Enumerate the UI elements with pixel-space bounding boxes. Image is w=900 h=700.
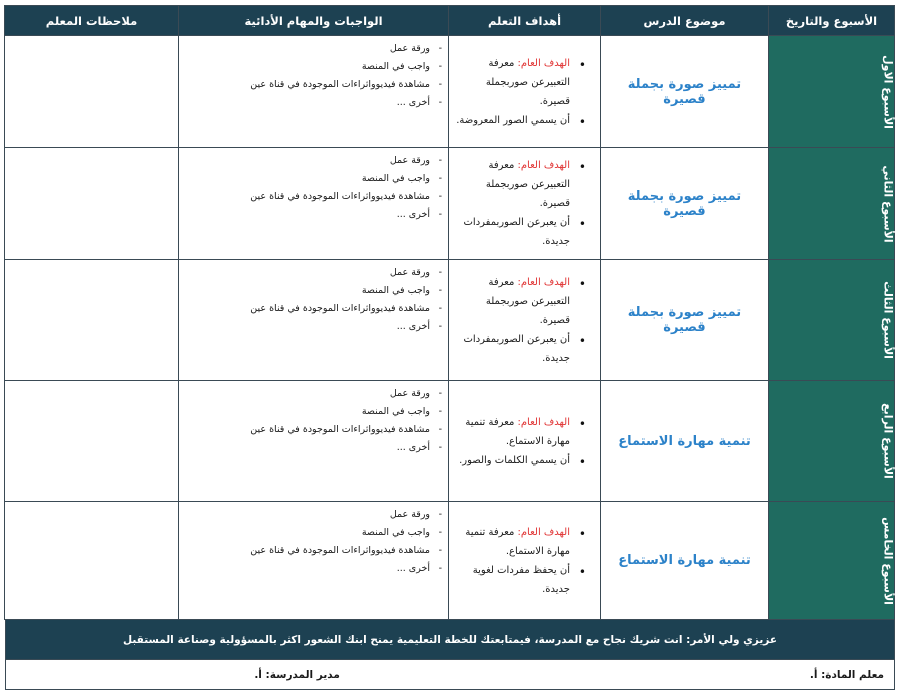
week-row [5, 381, 895, 502]
homework-tasks-cell [179, 36, 449, 148]
homework-tasks-cell [179, 260, 449, 381]
learning-goals-cell [449, 148, 601, 260]
week-label: الأسبوع الرابع [881, 403, 895, 479]
task-item: - ورقة عمل [183, 152, 442, 170]
school-principal-label: مدير المدرسة: أ. [254, 668, 340, 681]
lesson-topic: تنمية مهارة الاستماع [601, 381, 769, 502]
goal-text: أن يسمي الكلمات والصور. [459, 454, 570, 466]
task-item: - مشاهدة فيديوواثراءات الموجودة في قناة عين [183, 421, 442, 439]
homework-tasks-cell [179, 502, 449, 620]
goal-item [453, 156, 586, 213]
task-item: - واجب في المنصة [183, 170, 442, 188]
task-item: - أخرى ... [183, 439, 442, 457]
goal-item [453, 273, 586, 330]
week-label: الأسبوع الاول [881, 54, 895, 129]
homework-tasks-cell [179, 381, 449, 502]
lesson-topic: تمييز صورة بجملة قصيرة [601, 36, 769, 148]
header-learning-goals: أهداف التعلم [449, 6, 601, 36]
week-row [5, 502, 895, 620]
week-cell [769, 502, 895, 620]
week-cell [769, 148, 895, 260]
goal-item [453, 54, 586, 111]
task-item: - أخرى ... [183, 206, 442, 224]
week-label: الأسبوع الثاني [881, 164, 895, 243]
goal-item [453, 561, 586, 599]
learning-goals-cell [449, 381, 601, 502]
goal-item [453, 330, 586, 368]
goal-text: معرفة تنمية مهارة الاستماع. [465, 526, 570, 557]
week-row [5, 36, 895, 148]
teacher-notes-cell[interactable] [5, 502, 179, 620]
week-cell [769, 260, 895, 381]
goal-item [453, 523, 586, 561]
goal-key-label: الهدف العام: [517, 526, 570, 538]
task-item: - واجب في المنصة [183, 524, 442, 542]
learning-goals-cell [449, 36, 601, 148]
lesson-topic: تمييز صورة بجملة قصيرة [601, 260, 769, 381]
week-label: الأسبوع الثالث [881, 281, 895, 359]
parent-message-banner: عزيزي ولي الأمر: انت شريك نجاح مع المدرسة، فيمتابعتك للخطة التعليمية يمنح ابنك الشعور اكثر بالمسؤولية وصناعة المستقبل [5, 620, 895, 660]
teacher-notes-cell[interactable] [5, 381, 179, 502]
week-row [5, 148, 895, 260]
week-row [5, 260, 895, 381]
task-item: - ورقة عمل [183, 506, 442, 524]
task-item: - مشاهدة فيديوواثراءات الموجودة في قناة عين [183, 542, 442, 560]
task-item: - أخرى ... [183, 318, 442, 336]
header-teacher-notes: ملاحظات المعلم [5, 6, 179, 36]
task-item: - مشاهدة فيديوواثراءات الموجودة في قناة عين [183, 188, 442, 206]
goal-text: معرفة تنمية مهارة الاستماع. [465, 416, 570, 447]
teacher-notes-cell[interactable] [5, 260, 179, 381]
goal-text: معرفة التعبيرعن صوربجملة قصيرة. [485, 57, 570, 107]
homework-tasks-cell [179, 148, 449, 260]
task-item: - مشاهدة فيديوواثراءات الموجودة في قناة عين [183, 76, 442, 94]
learning-goals-cell [449, 260, 601, 381]
header-week-date: الأسبوع والتاريخ [769, 6, 895, 36]
learning-goals-cell [449, 502, 601, 620]
teacher-notes-cell[interactable] [5, 148, 179, 260]
weekly-plan-table [4, 5, 895, 620]
goal-text: أن يعبرعن الصوربمفردات جديدة. [463, 217, 570, 247]
task-item: - مشاهدة فيديوواثراءات الموجودة في قناة عين [183, 300, 442, 318]
task-item: - أخرى ... [183, 560, 442, 578]
goal-text: معرفة التعبيرعن صوربجملة قصيرة. [485, 160, 570, 209]
task-item: - ورقة عمل [183, 385, 442, 403]
week-cell [769, 36, 895, 148]
week-label: الأسبوع الخامس [881, 516, 895, 605]
task-item: - أخرى ... [183, 94, 442, 112]
goal-text: أن يحفظ مفردات لغوية جديدة. [472, 564, 570, 595]
subject-teacher-label: معلم المادة: أ. [809, 668, 884, 681]
goal-key-label: الهدف العام: [517, 276, 570, 288]
goal-key-label: الهدف العام: [517, 160, 570, 171]
task-item: - واجب في المنصة [183, 403, 442, 421]
header-homework-tasks: الواجبات والمهام الأدائية [179, 6, 449, 36]
signature-row [5, 660, 895, 690]
task-item: - ورقة عمل [183, 40, 442, 58]
task-item: - ورقة عمل [183, 264, 442, 282]
goal-item [453, 451, 586, 470]
header-row [5, 6, 895, 36]
lesson-topic: تمييز صورة بجملة قصيرة [601, 148, 769, 260]
goal-item [453, 111, 586, 130]
lesson-topic: تنمية مهارة الاستماع [601, 502, 769, 620]
teacher-notes-cell[interactable] [5, 36, 179, 148]
goal-text: أن يعبرعن الصوربمفردات جديدة. [463, 333, 570, 364]
task-item: - واجب في المنصة [183, 282, 442, 300]
goal-text: أن يسمي الصور المعروضة. [456, 114, 570, 126]
header-lesson-topic: موضوع الدرس [601, 6, 769, 36]
task-item: - واجب في المنصة [183, 58, 442, 76]
goal-item [453, 413, 586, 451]
goal-key-label: الهدف العام: [517, 416, 570, 428]
weekly-plan-sheet [5, 5, 895, 695]
goal-item [453, 213, 586, 251]
week-cell [769, 381, 895, 502]
goal-key-label: الهدف العام: [517, 57, 570, 69]
goal-text: معرفة التعبيرعن صوربجملة قصيرة. [485, 276, 570, 326]
